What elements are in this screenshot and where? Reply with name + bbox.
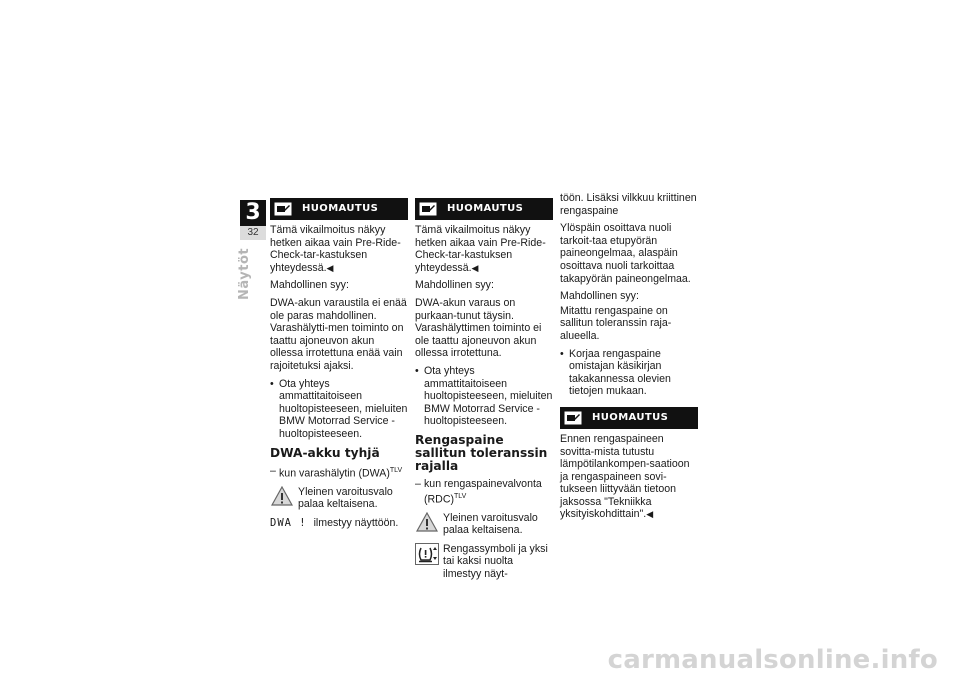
cause-text: Mitattu rengaspaine on sallitun toleranssin raja-alueella. (560, 304, 672, 342)
bullet-item: • Ota yhteys ammattitaitoiseen huoltopisteeseen, mieluiten BMW Motorrad Service -huoltopisteeseen. (415, 365, 553, 428)
note-text-body: Tämä vikailmoitus näkyy hetken aikaa vain Pre-Ride-Check-tar-kastuksen yhteydessä. (270, 224, 401, 274)
column-3 (560, 192, 698, 526)
note-text-body: Tämä vikailmoitus näkyy hetken aikaa vain Pre-Ride-Check-tar-kastuksen yhteydessä. (415, 224, 546, 274)
note-pen-icon (419, 202, 437, 216)
note-banner (415, 198, 553, 220)
arrow-text: Ylöspäin osoittava nuoli tarkoit-taa etupyörän paineongelmaa, alaspäin osoittava nuoli tarkoittaa takapyörän paineongelmaa. (560, 222, 691, 285)
bullet-item: • Ota yhteys ammattitaitoiseen huoltopisteeseen, mieluiten BMW Motorrad Service -huoltopisteeseen. (270, 378, 408, 441)
cause-text: DWA-akun varaus on purkaan-tunut täysin. Varashälyttimen toiminto ei ole taattu ajoneuvon akun ollessa irrotettuna. (415, 296, 542, 360)
cause-text: DWA-akun varaustila ei enää ole paras mahdollinen. Varashälytti-men toiminto on taattu ajoneuvon akun ollessa irrotettuna enää vain rajoitetuksi ajaksi. (270, 296, 407, 372)
note-pen-icon (274, 202, 292, 216)
tire-text: Rengassymboli ja yksi tai kaksi nuolta ilmestyy näyt- (443, 542, 548, 580)
end-mark: ◀ (326, 262, 334, 273)
page-number: 32 (240, 226, 266, 240)
note-pen-icon (564, 411, 582, 425)
warning-text: Yleinen varoitusvalo palaa keltaisena. (443, 511, 538, 537)
note-text-body: Ennen rengaspaineen sovitta-mista tutustu lämpötilankompen-saatioon ja rengaspaineen sovi-tukseen liittyvään tietoon jaksossa "Tekniikka yksityiskohdittain". (560, 432, 690, 521)
note-label: HUOMAUTUS (447, 202, 524, 214)
causes-label: Mahdollinen syy: (560, 290, 639, 303)
warning-row (270, 486, 408, 511)
tire-row (415, 543, 553, 581)
note-text (415, 224, 553, 274)
display-text: ilmestyy näyttöön. (313, 516, 399, 529)
display-line (270, 517, 408, 530)
causes-label: Mahdollinen syy: (270, 279, 349, 292)
warning-triangle-icon (416, 512, 438, 532)
column-2 (415, 198, 553, 587)
watermark: carmanualsonline.info (607, 645, 938, 675)
condition-sup: TLV (389, 466, 403, 474)
bullet-item: • Korjaa rengaspaine omistajan käsikirjan takakannessa olevien tietojen mukaan. (560, 348, 698, 398)
warning-triangle-icon (271, 486, 293, 506)
display-code: DWA ! (270, 516, 307, 529)
section-heading: DWA-akku tyhjä (270, 445, 380, 460)
note-label: HUOMAUTUS (302, 202, 379, 214)
end-mark: ◀ (471, 262, 479, 273)
condition-text: kun rengaspainevalvonta (RDC) (424, 477, 542, 506)
section-heading: Rengaspaine sallitun toleranssin rajalla (415, 432, 548, 473)
warning-text: Yleinen varoitusvalo palaa keltaisena. (298, 485, 393, 511)
column-1 (270, 198, 408, 534)
chapter-number: 3 (240, 200, 266, 226)
condition-item (415, 478, 553, 506)
condition-item (270, 465, 408, 480)
section-title: Näytöt (237, 248, 252, 301)
note-text (560, 433, 698, 521)
note-label: HUOMAUTUS (592, 411, 669, 423)
condition-text: kun varashälytin (DWA) (279, 467, 390, 480)
note-banner (270, 198, 408, 220)
causes-label: Mahdollinen syy: (415, 279, 494, 292)
end-mark: ◀ (646, 509, 654, 520)
warning-row (415, 512, 553, 537)
note-banner (560, 407, 698, 429)
condition-sup: TLV (454, 492, 467, 500)
tire-pressure-icon (415, 543, 439, 565)
continued-text: töön. Lisäksi vilkkuu kriittinen rengaspaine (560, 192, 697, 217)
note-text (270, 224, 408, 274)
